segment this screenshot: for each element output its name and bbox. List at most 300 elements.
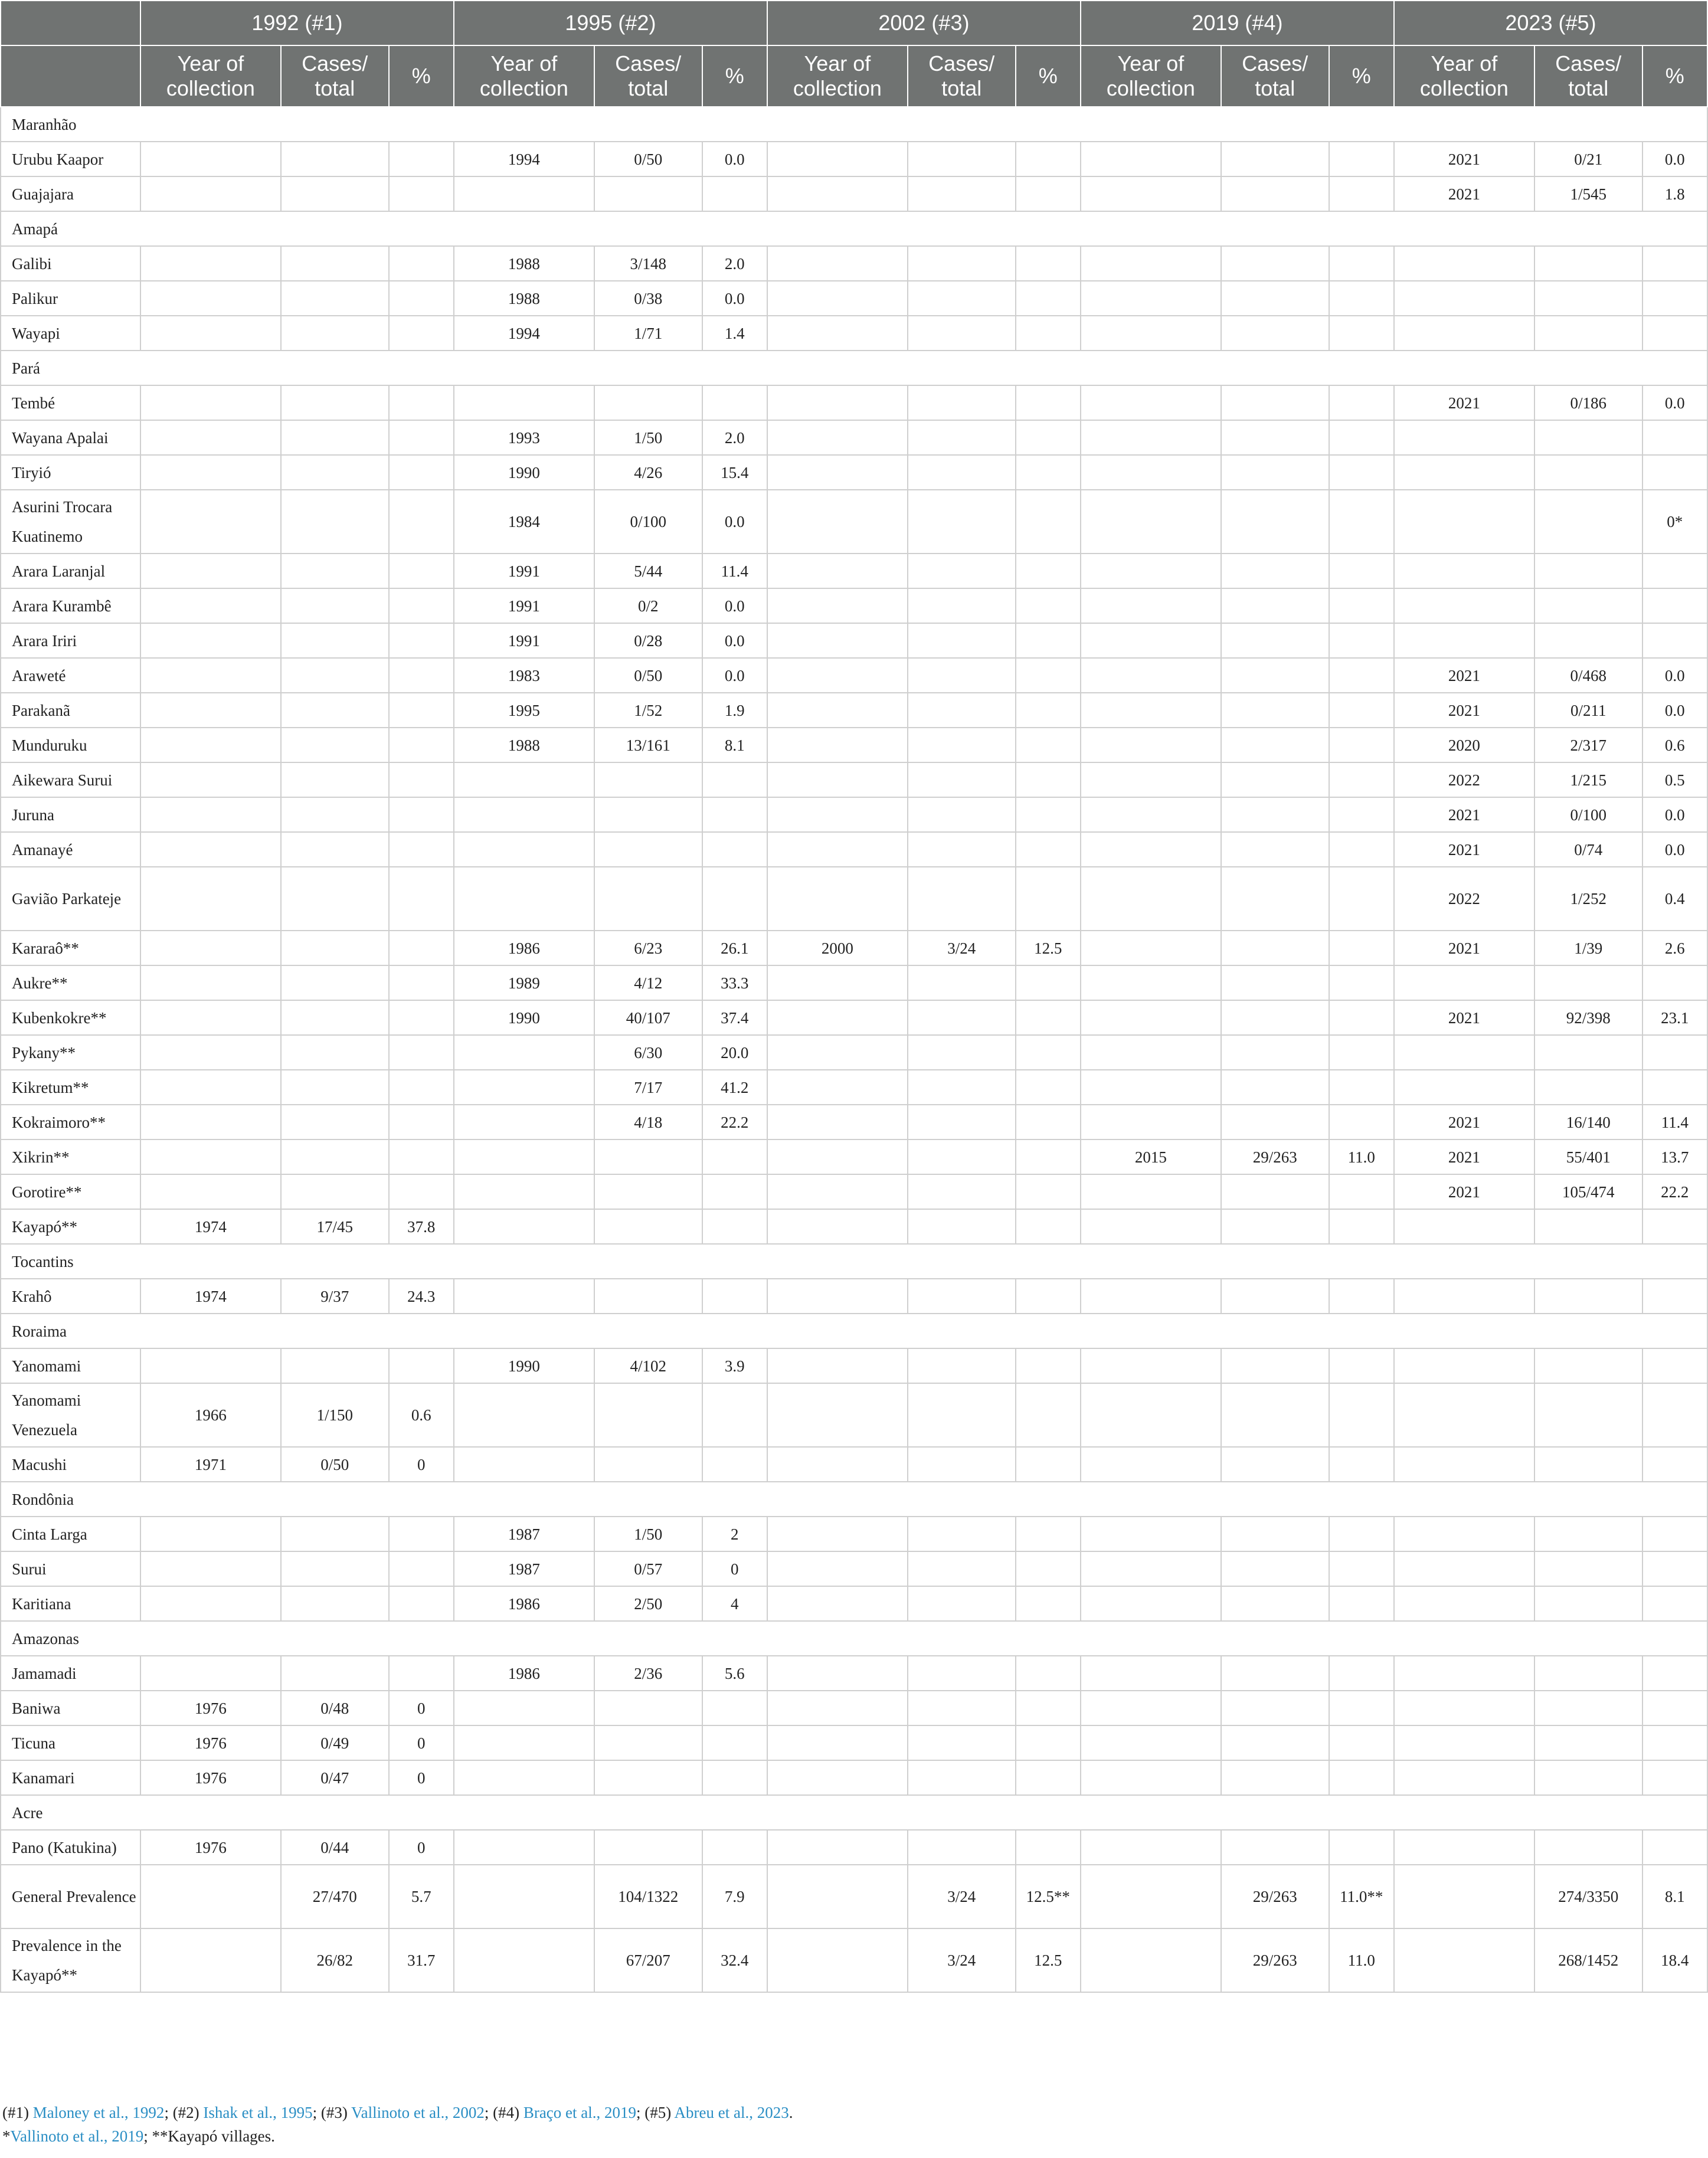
percent-cell: 8.1: [702, 728, 767, 762]
percent-cell: 2.0: [702, 420, 767, 455]
year-cell: [767, 1830, 908, 1865]
cases-cell: [1221, 1830, 1329, 1865]
reference-link[interactable]: Maloney et al., 1992: [32, 2104, 165, 2121]
year-cell: [1394, 246, 1534, 281]
cases-cell: [1221, 385, 1329, 420]
footnote-text: ; (#3): [312, 2104, 352, 2121]
year-cell: [1081, 867, 1221, 931]
region-row: [1, 1621, 1707, 1656]
table-row: [1, 762, 1707, 797]
cases-cell: 1/150: [281, 1383, 389, 1447]
year-cell: [1081, 1000, 1221, 1035]
cases-cell: [908, 965, 1016, 1000]
percent-cell: 0.0: [702, 142, 767, 176]
year-cell: [1081, 693, 1221, 728]
year-cell: [1394, 965, 1534, 1000]
cases-cell: [1221, 965, 1329, 1000]
table-row: [1, 142, 1707, 176]
cases-cell: [281, 176, 389, 211]
year-cell: [140, 554, 281, 588]
table-row: [1, 1725, 1707, 1760]
percent-cell: [1642, 588, 1707, 623]
year-cell: 1993: [454, 420, 594, 455]
cases-cell: [281, 658, 389, 693]
footnote-text: ; (#5): [636, 2104, 675, 2121]
cases-cell: [1221, 1174, 1329, 1209]
percent-cell: 0.0: [1642, 693, 1707, 728]
percent-cell: 0.6: [1642, 728, 1707, 762]
year-cell: [1394, 1928, 1534, 1992]
table-row: [1, 1174, 1707, 1209]
group-name: Surui: [1, 1551, 140, 1586]
percent-cell: 0.0: [1642, 797, 1707, 832]
cases-cell: [1221, 142, 1329, 176]
cases-cell: [908, 1760, 1016, 1795]
percent-cell: [1016, 142, 1081, 176]
year-cell: 1976: [140, 1760, 281, 1795]
cases-cell: 1/39: [1534, 931, 1642, 965]
year-cell: 2021: [1394, 142, 1534, 176]
cases-cell: 55/401: [1534, 1139, 1642, 1174]
percent-cell: [1016, 1691, 1081, 1725]
percent-cell: [1016, 1105, 1081, 1139]
cases-cell: 104/1322: [594, 1865, 702, 1928]
year-cell: [1081, 142, 1221, 176]
percent-cell: 0: [389, 1830, 454, 1865]
percent-cell: [1642, 455, 1707, 490]
cases-cell: 268/1452: [1534, 1928, 1642, 1992]
year-cell: [1081, 797, 1221, 832]
year-cell: [767, 797, 908, 832]
cases-cell: 7/17: [594, 1070, 702, 1105]
year-header: Year of collection: [1081, 45, 1221, 107]
cases-header: Cases/ total: [908, 45, 1016, 107]
year-cell: [140, 246, 281, 281]
cases-cell: 0/211: [1534, 693, 1642, 728]
reference-link[interactable]: Ishak et al., 1995: [203, 2104, 313, 2121]
year-cell: [140, 588, 281, 623]
cases-cell: [281, 246, 389, 281]
percent-cell: 11.0**: [1329, 1865, 1394, 1928]
cases-cell: 0/47: [281, 1760, 389, 1795]
cases-cell: [594, 1691, 702, 1725]
reference-link[interactable]: Vallinoto et al., 2019: [10, 2127, 144, 2145]
cases-header: Cases/ total: [1534, 45, 1642, 107]
cases-cell: 105/474: [1534, 1174, 1642, 1209]
percent-cell: 22.2: [702, 1105, 767, 1139]
region-row: [1, 351, 1707, 385]
cases-cell: 3/24: [908, 1928, 1016, 1992]
year-cell: 2021: [1394, 385, 1534, 420]
year-cell: [767, 1105, 908, 1139]
cases-cell: 3/148: [594, 246, 702, 281]
table-row: [1, 623, 1707, 658]
cases-cell: [908, 420, 1016, 455]
reference-link[interactable]: Abreu et al., 2023: [674, 2104, 789, 2121]
year-cell: [1081, 623, 1221, 658]
cases-cell: [1221, 1209, 1329, 1244]
percent-cell: [1016, 1209, 1081, 1244]
group-name: Urubu Kaapor: [1, 142, 140, 176]
cases-cell: [1534, 1209, 1642, 1244]
percent-cell: 1.9: [702, 693, 767, 728]
year-cell: [1394, 1586, 1534, 1621]
year-cell: 2022: [1394, 762, 1534, 797]
percent-cell: [1329, 1209, 1394, 1244]
cases-cell: [908, 832, 1016, 867]
cases-cell: 29/263: [1221, 1865, 1329, 1928]
region-label: Roraima: [1, 1314, 1707, 1348]
cases-cell: [281, 1586, 389, 1621]
study-header: 2019 (#4): [1081, 1, 1394, 45]
percent-cell: [1329, 1383, 1394, 1447]
percent-cell: [1329, 728, 1394, 762]
year-cell: [767, 420, 908, 455]
reference-link[interactable]: Braço et al., 2019: [523, 2104, 637, 2121]
percent-cell: [1016, 797, 1081, 832]
year-cell: [767, 1209, 908, 1244]
cases-cell: [908, 246, 1016, 281]
cases-cell: [281, 1517, 389, 1551]
year-cell: [1081, 1348, 1221, 1383]
table-row: [1, 728, 1707, 762]
table-row: [1, 797, 1707, 832]
year-cell: [1394, 1279, 1534, 1314]
percent-cell: [1329, 1691, 1394, 1725]
year-cell: [767, 455, 908, 490]
year-cell: [140, 420, 281, 455]
table-row: [1, 693, 1707, 728]
percent-cell: [389, 832, 454, 867]
year-cell: 2022: [1394, 867, 1534, 931]
cases-cell: [1221, 1691, 1329, 1725]
cases-cell: 27/470: [281, 1865, 389, 1928]
study-header: 2002 (#3): [767, 1, 1081, 45]
cases-cell: 4/18: [594, 1105, 702, 1139]
cases-cell: 6/30: [594, 1035, 702, 1070]
year-cell: [454, 1070, 594, 1105]
cases-cell: [1221, 176, 1329, 211]
cases-cell: 0/21: [1534, 142, 1642, 176]
region-row: [1, 107, 1707, 142]
percent-cell: 2.6: [1642, 931, 1707, 965]
year-cell: 2021: [1394, 931, 1534, 965]
year-cell: 1984: [454, 490, 594, 554]
year-cell: [767, 728, 908, 762]
group-name: Kararaô**: [1, 931, 140, 965]
percent-cell: [1016, 385, 1081, 420]
percent-cell: [389, 1348, 454, 1383]
cases-cell: 2/317: [1534, 728, 1642, 762]
cases-cell: [281, 762, 389, 797]
cases-cell: 0/2: [594, 588, 702, 623]
percent-cell: [1642, 1517, 1707, 1551]
cases-cell: [281, 1000, 389, 1035]
cases-cell: [594, 1139, 702, 1174]
cases-cell: [1221, 554, 1329, 588]
cases-cell: [908, 693, 1016, 728]
year-cell: [767, 490, 908, 554]
cases-cell: [1534, 1586, 1642, 1621]
cases-cell: 29/263: [1221, 1139, 1329, 1174]
year-cell: [454, 1691, 594, 1725]
percent-cell: 0: [389, 1760, 454, 1795]
year-cell: [140, 142, 281, 176]
cases-cell: [594, 867, 702, 931]
percent-cell: [1016, 1830, 1081, 1865]
year-cell: 1974: [140, 1209, 281, 1244]
cases-cell: [281, 1070, 389, 1105]
percent-cell: [1329, 1830, 1394, 1865]
table-row: [1, 554, 1707, 588]
year-cell: [1394, 1760, 1534, 1795]
cases-cell: 0/49: [281, 1725, 389, 1760]
percent-cell: [702, 1725, 767, 1760]
year-cell: [140, 797, 281, 832]
group-name: Asurini Trocara Kuatinemo: [1, 490, 140, 554]
year-cell: [767, 1586, 908, 1621]
year-cell: 1991: [454, 623, 594, 658]
year-cell: [1081, 1279, 1221, 1314]
year-cell: 1976: [140, 1691, 281, 1725]
percent-cell: 12.5**: [1016, 1865, 1081, 1928]
cases-cell: 17/45: [281, 1209, 389, 1244]
cases-cell: 16/140: [1534, 1105, 1642, 1139]
year-cell: [1394, 1447, 1534, 1482]
percent-cell: [1016, 1551, 1081, 1586]
percent-cell: 0: [389, 1725, 454, 1760]
cases-cell: [281, 1174, 389, 1209]
cases-cell: 0/38: [594, 281, 702, 316]
region-label: Rondônia: [1, 1482, 1707, 1517]
percent-cell: [1329, 455, 1394, 490]
percent-cell: 37.8: [389, 1209, 454, 1244]
table-row: [1, 490, 1707, 554]
percent-cell: [1329, 1105, 1394, 1139]
year-cell: [140, 965, 281, 1000]
cases-cell: [908, 588, 1016, 623]
table-row: [1, 1656, 1707, 1691]
region-label: Amazonas: [1, 1621, 1707, 1656]
group-name: Pano (Katukina): [1, 1830, 140, 1865]
percent-cell: [1642, 965, 1707, 1000]
year-cell: [767, 1691, 908, 1725]
year-cell: 1990: [454, 1000, 594, 1035]
percent-cell: [702, 176, 767, 211]
year-cell: [140, 455, 281, 490]
group-name: Karitiana: [1, 1586, 140, 1621]
cases-cell: [908, 762, 1016, 797]
year-cell: [1081, 316, 1221, 351]
percent-cell: 0: [389, 1447, 454, 1482]
group-name: Aukre**: [1, 965, 140, 1000]
percent-cell: [1329, 762, 1394, 797]
percent-cell: [389, 1105, 454, 1139]
group-name: Munduruku: [1, 728, 140, 762]
year-cell: 1989: [454, 965, 594, 1000]
year-cell: [140, 176, 281, 211]
table-row: [1, 246, 1707, 281]
cases-cell: [594, 762, 702, 797]
cases-cell: [908, 142, 1016, 176]
percent-cell: 24.3: [389, 1279, 454, 1314]
cases-cell: [1534, 1691, 1642, 1725]
year-cell: [1081, 1035, 1221, 1070]
table-row: [1, 1070, 1707, 1105]
percent-cell: [1642, 316, 1707, 351]
year-header: Year of collection: [1394, 45, 1534, 107]
percent-cell: 0.0: [1642, 658, 1707, 693]
cases-cell: [281, 1035, 389, 1070]
percent-cell: [389, 490, 454, 554]
year-cell: 1988: [454, 728, 594, 762]
cases-cell: [1221, 1551, 1329, 1586]
year-cell: [767, 176, 908, 211]
percent-cell: 23.1: [1642, 1000, 1707, 1035]
percent-cell: 12.5: [1016, 1928, 1081, 1992]
year-cell: [1394, 623, 1534, 658]
year-cell: [767, 623, 908, 658]
cases-cell: [281, 1348, 389, 1383]
cases-cell: [281, 455, 389, 490]
percent-cell: [702, 1383, 767, 1447]
percent-cell: [1016, 455, 1081, 490]
percent-cell: [1016, 1279, 1081, 1314]
footnote-text: .: [788, 2104, 793, 2121]
cases-header: Cases/ total: [281, 45, 389, 107]
percent-header: %: [1642, 45, 1707, 107]
footnote-text: (#1): [2, 2104, 33, 2121]
percent-cell: 22.2: [1642, 1174, 1707, 1209]
footnotes: [0, 2101, 1708, 2148]
percent-cell: [1016, 1070, 1081, 1105]
year-cell: [454, 1209, 594, 1244]
year-cell: [1394, 1865, 1534, 1928]
year-cell: 1987: [454, 1517, 594, 1551]
year-cell: [1081, 554, 1221, 588]
percent-cell: [702, 1279, 767, 1314]
percent-cell: [1329, 1348, 1394, 1383]
percent-cell: [389, 1000, 454, 1035]
cases-cell: [908, 1000, 1016, 1035]
group-name: Yanomami: [1, 1348, 140, 1383]
percent-cell: [389, 658, 454, 693]
percent-cell: [1329, 554, 1394, 588]
percent-cell: [702, 385, 767, 420]
subcolumn-header-row: [1, 45, 1707, 107]
percent-header: %: [1329, 45, 1394, 107]
corner-header-cell: [1, 1, 140, 45]
year-cell: 1988: [454, 246, 594, 281]
percent-cell: 0.0: [702, 588, 767, 623]
percent-cell: [1642, 246, 1707, 281]
group-name: Arara Iriri: [1, 623, 140, 658]
year-cell: [1081, 281, 1221, 316]
year-cell: [1394, 1656, 1534, 1691]
year-cell: 2020: [1394, 728, 1534, 762]
table-row: [1, 1447, 1707, 1482]
percent-cell: 12.5: [1016, 931, 1081, 965]
table-row: [1, 1830, 1707, 1865]
percent-cell: [1016, 1656, 1081, 1691]
table-row: [1, 1551, 1707, 1586]
group-name: Wayana Apalai: [1, 420, 140, 455]
percent-cell: 15.4: [702, 455, 767, 490]
year-cell: [454, 797, 594, 832]
cases-cell: [594, 1279, 702, 1314]
year-cell: 1987: [454, 1551, 594, 1586]
percent-cell: [389, 554, 454, 588]
year-cell: 1976: [140, 1830, 281, 1865]
cases-cell: 0/57: [594, 1551, 702, 1586]
year-cell: [767, 1279, 908, 1314]
group-name: Juruna: [1, 797, 140, 832]
percent-cell: [702, 1174, 767, 1209]
cases-cell: 0/74: [1534, 832, 1642, 867]
group-name: Krahô: [1, 1279, 140, 1314]
cases-cell: [908, 385, 1016, 420]
cases-cell: [908, 1383, 1016, 1447]
percent-cell: [1016, 176, 1081, 211]
cases-cell: 1/545: [1534, 176, 1642, 211]
cases-cell: [908, 1139, 1016, 1174]
cases-cell: 1/215: [1534, 762, 1642, 797]
group-name: Tembé: [1, 385, 140, 420]
percent-cell: [1329, 281, 1394, 316]
percent-cell: [1016, 1725, 1081, 1760]
percent-cell: 5.6: [702, 1656, 767, 1691]
percent-cell: [389, 1035, 454, 1070]
year-cell: [1394, 1383, 1534, 1447]
cases-cell: [281, 931, 389, 965]
cases-cell: [908, 490, 1016, 554]
cases-cell: [908, 554, 1016, 588]
cases-cell: [1221, 1000, 1329, 1035]
percent-cell: [389, 385, 454, 420]
percent-cell: [1016, 867, 1081, 931]
reference-link[interactable]: Vallinoto et al., 2002: [351, 2104, 485, 2121]
year-cell: [1394, 420, 1534, 455]
percent-cell: [702, 1691, 767, 1725]
study-header: 2023 (#5): [1394, 1, 1707, 45]
table-row: [1, 1279, 1707, 1314]
percent-cell: [1016, 554, 1081, 588]
percent-cell: [1329, 1725, 1394, 1760]
cases-cell: [1534, 316, 1642, 351]
cases-cell: [281, 420, 389, 455]
year-cell: [1394, 1035, 1534, 1070]
region-label: Amapá: [1, 211, 1707, 246]
cases-cell: [1534, 1070, 1642, 1105]
cases-cell: [908, 176, 1016, 211]
group-name: Kanamari: [1, 1760, 140, 1795]
percent-cell: [1642, 1551, 1707, 1586]
percent-cell: [1016, 728, 1081, 762]
cases-cell: [281, 797, 389, 832]
percent-cell: [1016, 281, 1081, 316]
year-cell: 2021: [1394, 832, 1534, 867]
percent-cell: [1016, 1447, 1081, 1482]
year-cell: [1394, 1551, 1534, 1586]
footnote-symbols: [0, 2124, 1708, 2148]
year-cell: [767, 867, 908, 931]
percent-cell: [1329, 1760, 1394, 1795]
percent-cell: [389, 931, 454, 965]
year-cell: 1986: [454, 1586, 594, 1621]
cases-cell: [1221, 1070, 1329, 1105]
year-cell: [767, 1348, 908, 1383]
year-cell: [140, 1586, 281, 1621]
